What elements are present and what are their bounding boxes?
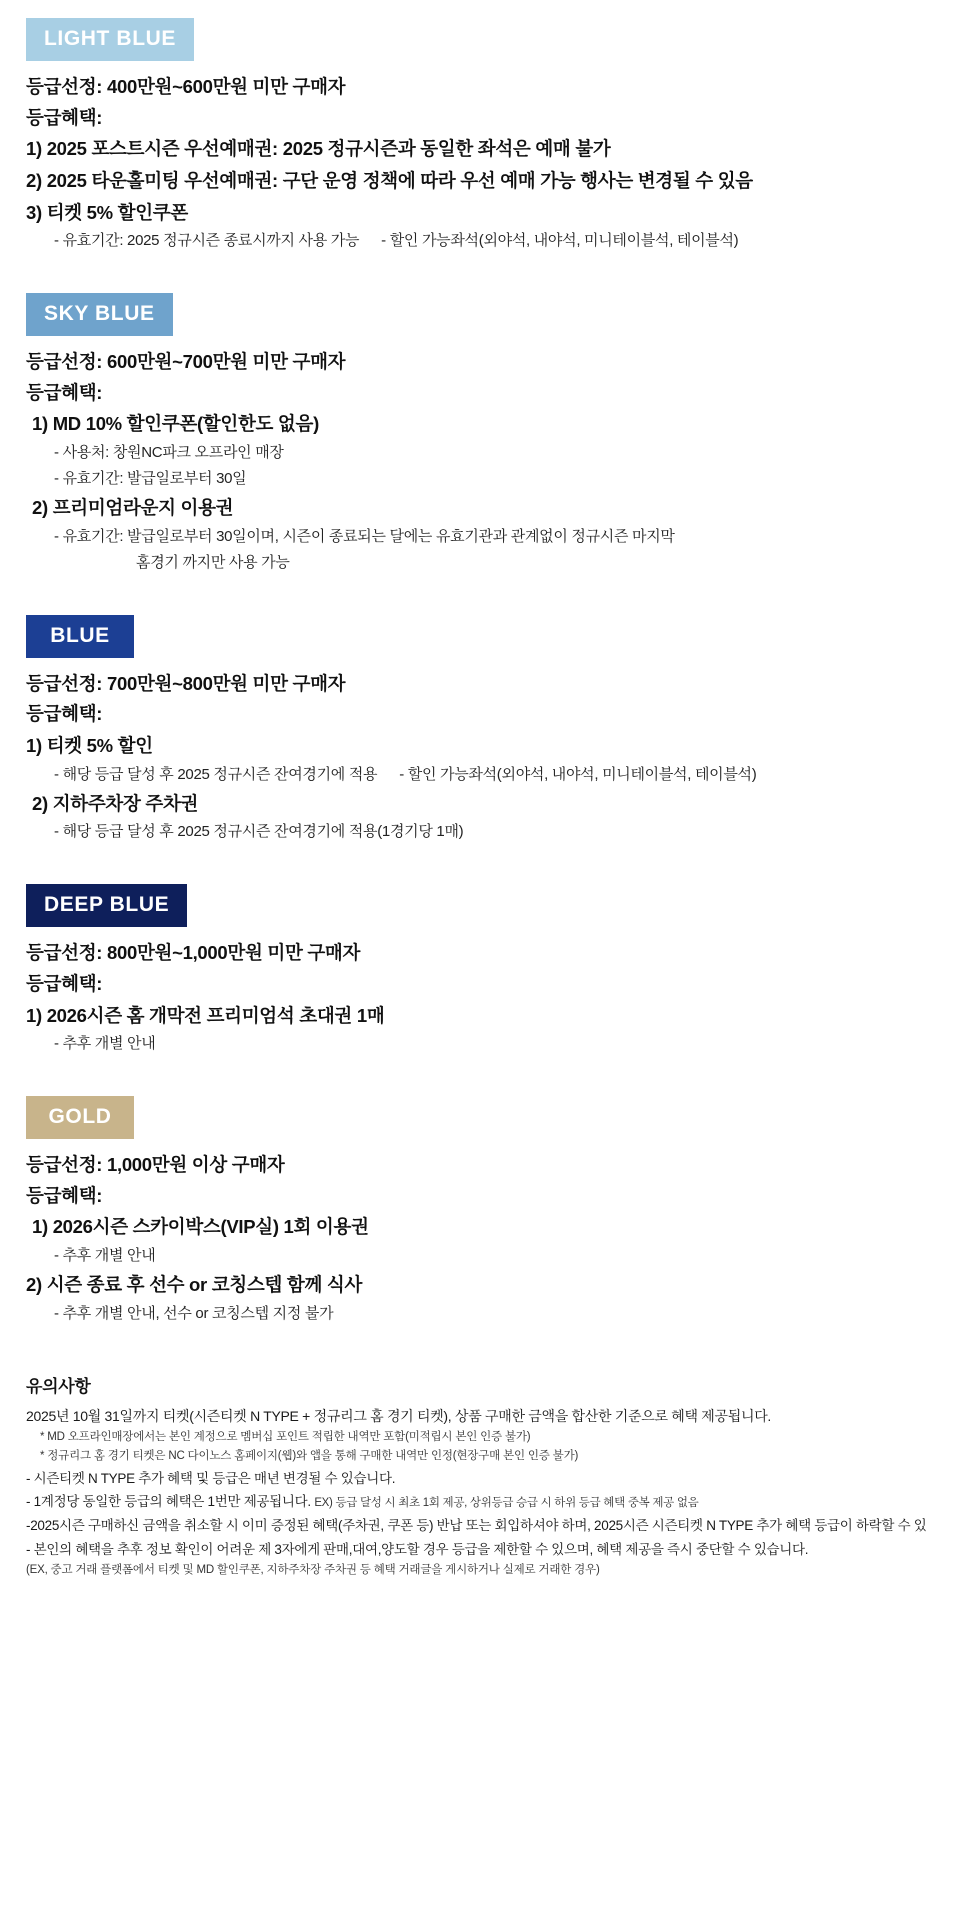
tier-body-blue [26,670,947,845]
tier-benefit-item: 1) 티켓 5% 할인 [26,735,153,756]
tier-benefits-label: 등급혜택: [26,703,103,725]
notes-lead: 2025년 10월 31일까지 티켓(시즌티켓 N TYPE + 정규리그 홈 경기 티켓), 상품 구매한 금액을 합산한 기준으로 혜택 제공됩니다. [26,1407,772,1424]
tier-badge-sky-blue: SKY BLUE [26,293,173,336]
notes-star-2: * 정규리그 홈 경기 티켓은 NC 다이노스 홈페이지(웹)와 앱을 통해 구매한 내역만 인정(현장구매 본인 인증 불가) [40,1450,579,1463]
tier-benefit-item: 1) MD 10% 할인쿠폰(할인한도 없음) [32,413,319,435]
tier-badge-light-blue: LIGHT BLUE [26,18,194,61]
section-spacer [0,1056,973,1096]
notes-section [0,1372,973,1581]
notes-dash-2-example: EX) 등급 달성 시 최초 1회 제공, 상위등급 승급 시 하위 등급 혜택 중복 제공 없음 [314,1497,699,1510]
notes-dash-4: - 본인의 혜택을 추후 정보 확인이 어려운 제 3자에게 판매,대여,양도할 경우 등급을 제한할 수 있으며, 혜택 제공을 즉시 중단할 수 있습니다. [26,1541,809,1557]
notes-title: 유의사항 [26,1376,91,1396]
tier-benefit-sub-a: - 해당 등급 달성 후 2025 정규시즌 잔여경기에 적용 [54,765,378,783]
section-spacer [0,575,973,615]
tier-criteria: 등급선정: 400만원~600만원 미만 구매자 [26,76,346,97]
tier-benefit-subline [26,229,947,253]
tier-section-light-blue [0,18,973,253]
section-spacer [0,844,973,884]
tier-benefit-sub: - 추후 개별 안내 [54,1035,156,1053]
tier-criteria: 등급선정: 800만원~1,000만원 미만 구매자 [26,942,361,964]
notes-dash-2-main: - 1계정당 동일한 등급의 혜택은 1번만 제공됩니다. [26,1494,311,1510]
tier-benefit-item: 2) 시즌 종료 후 선수 or 코칭스텝 함께 식사 [26,1274,363,1296]
tier-benefits-label: 등급혜택: [26,381,103,403]
notes-dash-2 [26,1490,947,1514]
tier-section-sky-blue [0,293,973,575]
tier-benefit-item: 2) 프리미엄라운지 이용권 [32,497,234,519]
tier-body-deep-blue [26,939,947,1056]
tier-benefit-sub: - 사용처: 창원NC파크 오프라인 매장 [54,444,284,462]
tier-benefit-sub: - 추후 개별 안내 [54,1247,156,1265]
tier-benefit-item: 1) 2026시즌 스카이박스(VIP실) 1회 이용권 [32,1216,369,1238]
tier-benefit-sub-b: - 할인 가능좌석(외야석, 내야석, 미니테이블석, 테이블석) [381,232,739,250]
tier-body-light-blue [26,73,947,253]
tier-benefits-label: 등급혜택: [26,972,103,994]
tier-badge-deep-blue: DEEP BLUE [26,884,187,927]
tier-criteria: 등급선정: 1,000만원 이상 구매자 [26,1154,285,1176]
tier-benefit-sub-a: - 유효기간: 2025 정규시즌 종료시까지 사용 가능 [54,232,360,250]
tier-body-gold [26,1151,947,1326]
tier-benefit-sub-b: - 할인 가능좌석(외야석, 내야석, 미니테이블석, 테이블석) [399,765,757,783]
tier-benefit-sub: - 유효기간: 발급일로부터 30일이며, 시즌이 종료되는 달에는 유효기관과 관계없이 정규시즌 마지막 [54,527,675,545]
tier-body-sky-blue [26,348,947,575]
notes-fine-print: (EX, 중고 거래 플랫폼에서 티켓 및 MD 할인쿠폰, 지하주차장 주차권 등 혜택 거래글을 게시하거나 실제로 거래한 경우) [26,1564,600,1577]
tier-benefit-sub: - 추후 개별 안내, 선수 or 코칭스텝 지정 불가 [54,1304,334,1322]
tier-benefits-label: 등급혜택: [26,106,103,128]
tier-section-blue [0,615,973,845]
tier-benefit-item: 3) 티켓 5% 할인쿠폰 [26,201,188,223]
section-spacer [0,253,973,293]
tier-benefit-item: 1) 2026시즌 홈 개막전 프리미엄석 초대권 1매 [26,1004,385,1026]
tier-benefit-subline [26,763,947,787]
tier-section-gold [0,1096,973,1326]
tier-criteria: 등급선정: 600만원~700만원 미만 구매자 [26,351,346,373]
tier-badge-gold: GOLD [26,1096,134,1139]
tier-benefit-item: 1) 2025 포스트시즌 우선예매권: 2025 정규시즌과 동일한 좌석은 예매 불가 [26,138,611,160]
tier-benefit-sub-cont: 홈경기 까지만 사용 가능 [136,553,290,571]
tier-benefit-sub: - 해당 등급 달성 후 2025 정규시즌 잔여경기에 적용(1경기당 1매) [54,823,464,841]
tier-benefit-sub: - 유효기간: 발급일로부터 30일 [54,470,247,488]
notes-star-1: * MD 오프라인매장에서는 본인 계정으로 멤버십 포인트 적립한 내역만 포함(미적립시 본인 인증 불가) [40,1430,531,1443]
notes-dash-1: - 시즌티켓 N TYPE 추가 혜택 및 등급은 매년 변경될 수 있습니다. [26,1470,396,1486]
tier-benefits-label: 등급혜택: [26,1184,103,1206]
tier-section-deep-blue [0,884,973,1056]
tier-benefit-item: 2) 지하주차장 주차권 [32,792,199,814]
tier-badge-blue: BLUE [26,615,134,658]
notes-dash-3: -2025시즌 구매하신 금액을 취소할 시 이미 증정된 혜택(주차권, 쿠폰 등) 반납 또는 회입하셔야 하며, 2025시즌 시즌티켓 N TYPE 추가 혜택 등급이 하락할 수 있 [26,1518,927,1534]
tier-criteria: 등급선정: 700만원~800만원 미만 구매자 [26,672,346,694]
tier-benefit-item: 2) 2025 타운홀미팅 우선예매권: 구단 운영 정책에 따라 우선 예매 가능 행사는 변경될 수 있음 [26,169,753,191]
